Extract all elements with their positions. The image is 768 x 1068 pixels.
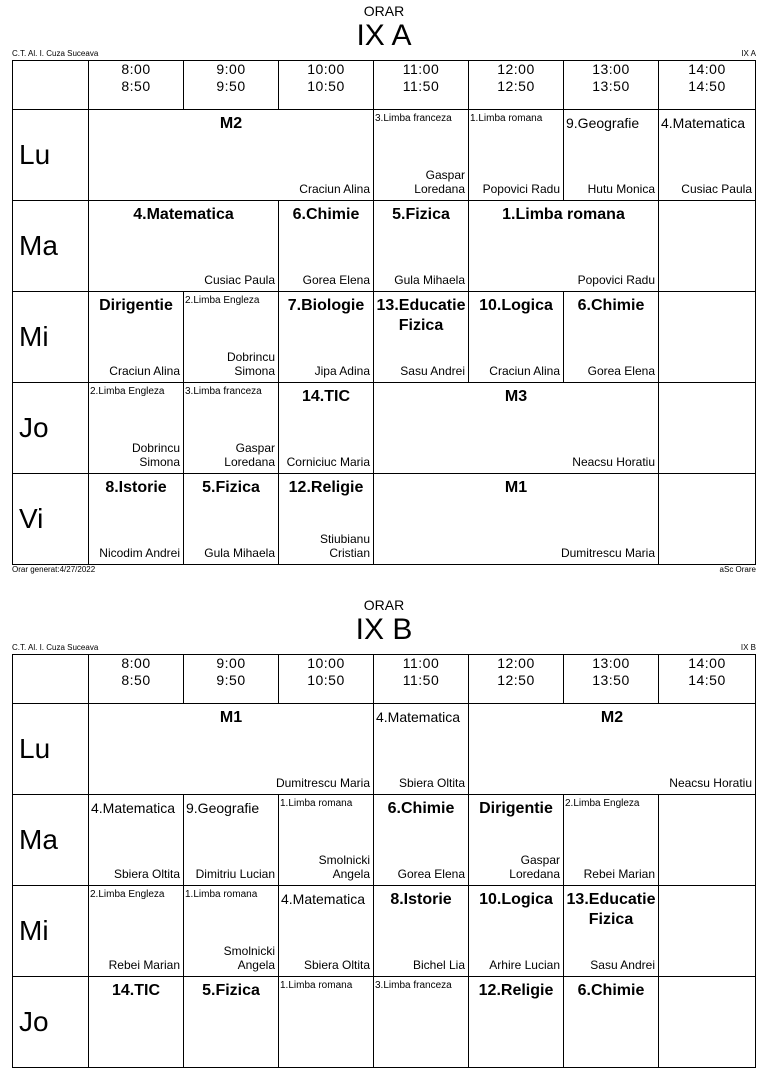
day-row xyxy=(13,886,756,977)
time-end: 14:50 xyxy=(688,78,726,94)
time-start: 11:00 xyxy=(402,655,440,671)
time-cell xyxy=(279,655,374,704)
teacher-name: Sasu Andrei xyxy=(590,958,655,972)
lesson-cell xyxy=(469,886,564,977)
time-start: 9:00 xyxy=(216,61,246,77)
subject-label: M1 xyxy=(504,479,528,496)
time-start: 14:00 xyxy=(688,655,726,671)
lesson-cell xyxy=(564,886,659,977)
lesson-cell xyxy=(564,977,659,1068)
day-label: Lu xyxy=(13,704,89,795)
lesson-cell xyxy=(89,704,374,795)
lesson-cell xyxy=(374,292,469,383)
teacher-name: Cusiac Paula xyxy=(204,273,275,287)
subject-label: 2.Limba Engleza xyxy=(185,295,260,306)
time-start: 11:00 xyxy=(402,61,440,77)
time-start: 14:00 xyxy=(688,61,726,77)
subject-label: 4.Matematica xyxy=(281,891,366,907)
lesson-cell xyxy=(564,292,659,383)
subject-label: 1.Limba romana xyxy=(502,206,625,223)
time-end: 13:50 xyxy=(592,78,630,94)
lesson-cell xyxy=(564,795,659,886)
teacher-name: Bichel Lia xyxy=(412,958,465,972)
corner-cell xyxy=(13,655,89,704)
teacher-name: Popovici Radu xyxy=(482,182,560,196)
empty-cell xyxy=(659,292,756,383)
subject-label: 1.Limba romana xyxy=(280,798,353,809)
time-start: 12:00 xyxy=(497,61,535,77)
teacher-name: Gaspar Loredana xyxy=(414,168,465,196)
teacher-name: Gaspar Loredana xyxy=(509,853,560,881)
time-end: 9:50 xyxy=(216,672,246,688)
day-row xyxy=(13,977,756,1068)
lesson-cell xyxy=(89,201,279,292)
subject-label: M2 xyxy=(219,115,243,132)
teacher-name: Sasu Andrei xyxy=(400,364,465,378)
lesson-cell xyxy=(374,977,469,1068)
lesson-cell xyxy=(659,110,756,201)
time-cell xyxy=(89,61,184,110)
time-end: 8:50 xyxy=(121,672,151,688)
teacher-name: Dobrincu Simona xyxy=(131,441,180,469)
lesson-cell xyxy=(184,886,279,977)
empty-cell xyxy=(659,886,756,977)
teacher-name: Neacsu Horatiu xyxy=(572,455,655,469)
time-cell xyxy=(659,61,756,110)
subject-label: 7.Biologie xyxy=(287,297,365,314)
day-row xyxy=(13,704,756,795)
lesson-cell xyxy=(279,886,374,977)
teacher-name: Arhire Lucian xyxy=(489,958,560,972)
lesson-cell xyxy=(374,383,659,474)
subject-label: 1.Limba romana xyxy=(185,889,258,900)
time-cell xyxy=(469,655,564,704)
teacher-name: Neacsu Horatiu xyxy=(669,776,752,790)
teacher-name: Rebei Marian xyxy=(108,958,180,972)
subject-label: 6.Chimie xyxy=(387,800,455,817)
teacher-name: Dimitriu Lucian xyxy=(195,867,275,881)
lesson-cell xyxy=(279,292,374,383)
lesson-cell xyxy=(469,977,564,1068)
time-cell xyxy=(89,655,184,704)
lesson-cell xyxy=(279,474,374,565)
time-cell xyxy=(564,655,659,704)
subject-label: 13.Educatie Fizica xyxy=(566,891,656,928)
lesson-cell xyxy=(184,474,279,565)
teacher-name: Gula Mihaela xyxy=(204,546,275,560)
time-end: 11:50 xyxy=(402,78,440,94)
teacher-name: Cusiac Paula xyxy=(681,182,752,196)
teacher-name: Popovici Radu xyxy=(577,273,655,287)
teacher-name: Craciun Alina xyxy=(109,364,180,378)
day-row xyxy=(13,795,756,886)
time-start: 10:00 xyxy=(307,655,345,671)
time-start: 8:00 xyxy=(121,61,151,77)
teacher-name: Sbiera Oltita xyxy=(303,958,370,972)
time-start: 13:00 xyxy=(592,61,630,77)
empty-cell xyxy=(659,383,756,474)
day-label: Mi xyxy=(13,292,89,383)
day-label: Vi xyxy=(13,474,89,565)
time-cell xyxy=(374,61,469,110)
lesson-cell xyxy=(279,383,374,474)
subject-label: 2.Limba Engleza xyxy=(90,386,165,397)
subject-label: 10.Logica xyxy=(479,297,553,314)
lesson-cell xyxy=(469,795,564,886)
time-end: 10:50 xyxy=(307,672,345,688)
time-cell xyxy=(374,655,469,704)
subject-label: 6.Chimie xyxy=(577,982,645,999)
lesson-cell xyxy=(89,110,374,201)
lesson-cell xyxy=(184,795,279,886)
time-start: 8:00 xyxy=(121,655,151,671)
subject-label: M1 xyxy=(219,709,243,726)
subject-label: 5.Fizica xyxy=(202,479,260,496)
orar-label: ORAR xyxy=(363,3,405,19)
day-label: Ma xyxy=(13,795,89,886)
teacher-name: Dumitrescu Maria xyxy=(560,546,655,560)
subject-label: 8.Istorie xyxy=(390,891,452,908)
lesson-cell xyxy=(374,201,469,292)
lesson-cell xyxy=(279,977,374,1068)
lesson-cell xyxy=(374,110,469,201)
subject-label: Dirigentie xyxy=(99,297,173,314)
subject-label: 6.Chimie xyxy=(577,297,645,314)
subject-label: 8.Istorie xyxy=(105,479,167,496)
subject-label: 1.Limba romana xyxy=(280,980,353,991)
day-row xyxy=(13,201,756,292)
class-title: IX A xyxy=(356,19,412,52)
school-name: C.T. Al. I. Cuza Suceava xyxy=(12,643,99,652)
teacher-name: Gaspar Loredana xyxy=(224,441,275,469)
teacher-name: Gorea Elena xyxy=(302,273,370,287)
teacher-name: Stiubianu Cristian xyxy=(319,532,370,560)
day-label: Jo xyxy=(13,977,89,1068)
lesson-cell xyxy=(89,383,184,474)
subject-label: 14.TIC xyxy=(301,388,350,405)
teacher-name: Dobrincu Simona xyxy=(226,350,275,378)
empty-cell xyxy=(659,977,756,1068)
subject-label: 9.Geografie xyxy=(186,800,260,816)
subject-label: 2.Limba Engleza xyxy=(565,798,640,809)
subject-label: 5.Fizica xyxy=(392,206,450,223)
teacher-name: Craciun Alina xyxy=(299,182,370,196)
lesson-cell xyxy=(469,201,659,292)
day-row xyxy=(13,383,756,474)
lesson-cell xyxy=(89,886,184,977)
lesson-cell xyxy=(89,977,184,1068)
time-end: 14:50 xyxy=(688,672,726,688)
time-start: 13:00 xyxy=(592,655,630,671)
timetable xyxy=(12,654,756,1068)
day-label: Ma xyxy=(13,201,89,292)
teacher-name: Rebei Marian xyxy=(583,867,655,881)
lesson-cell xyxy=(374,474,659,565)
subject-label: 12.Religie xyxy=(478,982,554,999)
time-end: 12:50 xyxy=(497,78,535,94)
teacher-name: Sbiera Oltita xyxy=(398,776,465,790)
subject-label: 1.Limba romana xyxy=(470,113,543,124)
day-row xyxy=(13,474,756,565)
day-row xyxy=(13,292,756,383)
lesson-cell xyxy=(374,886,469,977)
time-cell xyxy=(184,61,279,110)
teacher-name: Dumitrescu Maria xyxy=(275,776,370,790)
time-end: 9:50 xyxy=(216,78,246,94)
time-cell xyxy=(279,61,374,110)
class-short: IX B xyxy=(740,643,756,652)
brand-label: aSc Orare xyxy=(719,565,756,574)
time-end: 8:50 xyxy=(121,78,151,94)
subject-label: 3.Limba franceza xyxy=(375,113,452,124)
time-start: 9:00 xyxy=(216,655,246,671)
teacher-name: Smolnicki Angela xyxy=(223,944,275,972)
subject-label: 4.Matematica xyxy=(376,709,461,725)
lesson-cell xyxy=(469,110,564,201)
lesson-cell xyxy=(374,795,469,886)
subject-label: 4.Matematica xyxy=(91,800,176,816)
teacher-name: Nicodim Andrei xyxy=(99,546,180,560)
time-start: 12:00 xyxy=(497,655,535,671)
header-row xyxy=(13,61,756,110)
lesson-cell xyxy=(89,292,184,383)
subject-label: 6.Chimie xyxy=(292,206,360,223)
teacher-name: Craciun Alina xyxy=(489,364,560,378)
subject-label: 2.Limba Engleza xyxy=(90,889,165,900)
subject-label: 14.TIC xyxy=(111,982,160,999)
orar-label: ORAR xyxy=(363,597,405,613)
subject-label: 9.Geografie xyxy=(566,115,640,131)
lesson-cell xyxy=(89,474,184,565)
teacher-name: Hutu Monica xyxy=(587,182,655,196)
lesson-cell xyxy=(469,292,564,383)
day-label: Mi xyxy=(13,886,89,977)
class-short: IX A xyxy=(741,49,756,58)
day-label: Jo xyxy=(13,383,89,474)
time-cell xyxy=(659,655,756,704)
empty-cell xyxy=(659,795,756,886)
teacher-name: Jipa Adina xyxy=(314,364,370,378)
teacher-name: Sbiera Oltita xyxy=(113,867,180,881)
empty-cell xyxy=(659,201,756,292)
time-end: 12:50 xyxy=(497,672,535,688)
time-cell xyxy=(469,61,564,110)
time-cell xyxy=(564,61,659,110)
subject-label: 3.Limba franceza xyxy=(185,386,262,397)
lesson-cell xyxy=(374,704,469,795)
teacher-name: Corniciuc Maria xyxy=(286,455,370,469)
lesson-cell xyxy=(564,110,659,201)
subject-label: 3.Limba franceza xyxy=(375,980,452,991)
teacher-name: Smolnicki Angela xyxy=(318,853,370,881)
teacher-name: Gula Mihaela xyxy=(394,273,465,287)
header-row xyxy=(13,655,756,704)
time-end: 11:50 xyxy=(402,672,440,688)
time-end: 13:50 xyxy=(592,672,630,688)
subject-label: 12.Religie xyxy=(288,479,364,496)
lesson-cell xyxy=(469,704,756,795)
subject-label: 5.Fizica xyxy=(202,982,260,999)
lesson-cell xyxy=(184,292,279,383)
day-label: Lu xyxy=(13,110,89,201)
empty-cell xyxy=(659,474,756,565)
class-title: IX B xyxy=(355,613,413,646)
subject-label: 4.Matematica xyxy=(133,206,234,223)
subject-label: Dirigentie xyxy=(479,800,553,817)
time-cell xyxy=(184,655,279,704)
teacher-name: Gorea Elena xyxy=(397,867,465,881)
subject-label: M3 xyxy=(504,388,528,405)
subject-label: M2 xyxy=(600,709,624,726)
timetable xyxy=(12,60,756,565)
subject-label: 4.Matematica xyxy=(661,115,746,131)
school-name: C.T. Al. I. Cuza Suceava xyxy=(12,49,99,58)
time-start: 10:00 xyxy=(307,61,345,77)
subject-label: 10.Logica xyxy=(479,891,553,908)
lesson-cell xyxy=(89,795,184,886)
lesson-cell xyxy=(279,795,374,886)
corner-cell xyxy=(13,61,89,110)
schedule-ix-b xyxy=(0,594,768,1037)
generated-date: Orar generat:4/27/2022 xyxy=(12,565,96,574)
subject-label: 13.Educatie Fizica xyxy=(376,297,466,334)
time-end: 10:50 xyxy=(307,78,345,94)
day-row xyxy=(13,110,756,201)
lesson-cell xyxy=(279,201,374,292)
lesson-cell xyxy=(184,977,279,1068)
teacher-name: Gorea Elena xyxy=(587,364,655,378)
lesson-cell xyxy=(184,383,279,474)
